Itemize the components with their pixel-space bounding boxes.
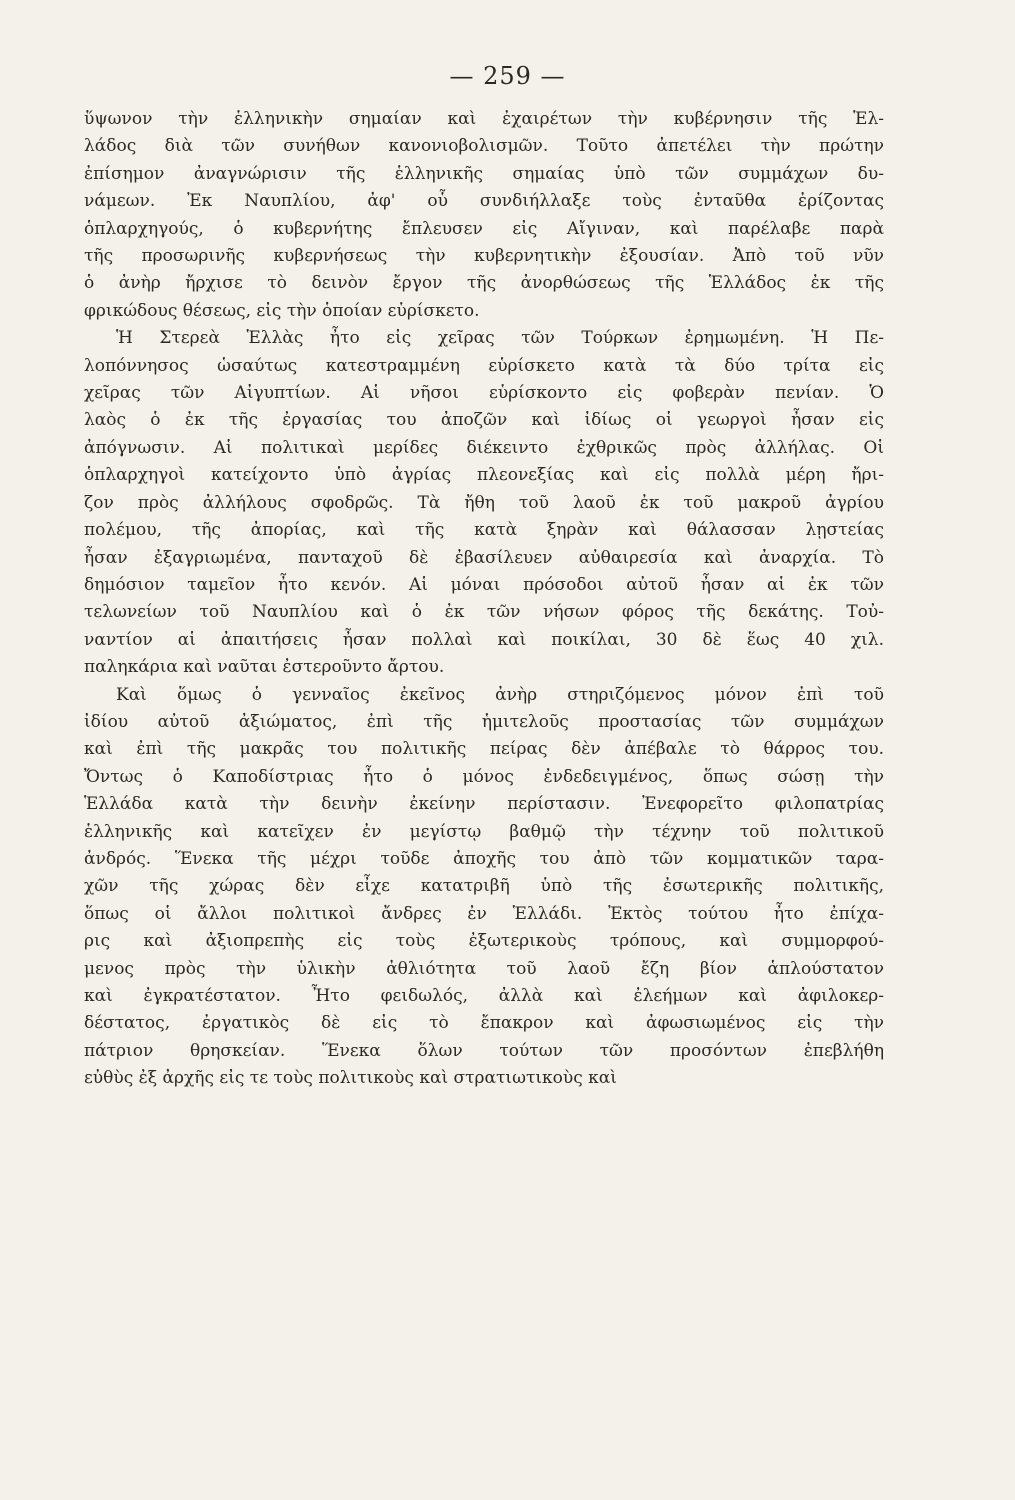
text-line: τελωνείων τοῦ Ναυπλίου καὶ ὁ ἐκ τῶν νήσων φόρος τῆς δεκάτης. Τοὐ- (84, 602, 884, 623)
text-line: λαὸς ὁ ἐκ τῆς ἐργασίας του ἀποζῶν καὶ ἰδίως οἱ γεωργοὶ ἦσαν εἰς (84, 410, 884, 431)
text-line: τῆς προσωρινῆς κυβερνήσεως τὴν κυβερνητικὴν ἐξουσίαν. Ἀπὸ τοῦ νῦν (84, 246, 884, 267)
text-line: λοπόννησος ὡσαύτως κατεστραμμένη εὑρίσκετο κατὰ τὰ δύο τρίτα εἰς (84, 355, 884, 376)
text-line: Καὶ ὅμως ὁ γενναῖος ἐκεῖνος ἀνὴρ στηριζόμενος μόνον ἐπὶ τοῦ (116, 684, 884, 705)
text-line: ἀνδρός. Ἕνεκα τῆς μέχρι τοῦδε ἀποχῆς του ἀπὸ τῶν κομματικῶν ταρα- (84, 848, 884, 869)
text-line: ὁπλαρχηγοὶ κατείχοντο ὑπὸ ἀγρίας πλεονεξίας καὶ εἰς πολλὰ μέρη ἤρι- (84, 465, 884, 486)
text-line: χῶν τῆς χώρας δὲν εἶχε κατατριβῆ ὑπὸ τῆς ἐσωτερικῆς πολιτικῆς, (84, 876, 884, 897)
text-line: καὶ ἐγκρατέστατον. Ἦτο φειδωλός, ἀλλὰ καὶ ἐλεήμων καὶ ἀφιλοκερ- (84, 986, 884, 1006)
text-line: πάτριον θρησκείαν. Ἕνεκα ὅλων τούτων τῶν προσόντων ἐπεβλήθη (84, 1040, 884, 1061)
text-line: μενος πρὸς τὴν ὑλικὴν ἀθλιότητα τοῦ λαοῦ ἔζη βίον ἁπλούστατον (84, 958, 884, 979)
page-number: — 259 — (449, 62, 566, 90)
text-line: καὶ ἐπὶ τῆς μακρᾶς του πολιτικῆς πείρας δὲν ἀπέβαλε τὸ θάρρος του. (84, 739, 884, 760)
text-line: ὁπλαρχηγούς, ὁ κυβερνήτης ἔπλευσεν εἰς Αἴγιναν, καὶ παρέλαβε παρὰ (84, 218, 884, 239)
paragraph (84, 682, 884, 1093)
text-line: ἑλληνικῆς καὶ κατεῖχεν ἐν μεγίστῳ βαθμῷ τὴν τέχνην τοῦ πολιτικοῦ (84, 821, 884, 842)
text-line: ἀπόγνωσιν. Αἱ πολιτικαὶ μερίδες διέκειντο ἐχθρικῶς πρὸς ἀλλήλας. Οἱ (84, 437, 884, 458)
text-line: πολέμου, τῆς ἀπορίας, καὶ τῆς κατὰ ξηρὰν καὶ θάλασσαν λῃστείας (84, 520, 884, 541)
text-line: ἰδίου αὐτοῦ ἀξιώματος, ἐπὶ τῆς ἡμιτελοῦς προστασίας τῶν συμμάχων (84, 711, 884, 732)
text-line: ζον πρὸς ἀλλήλους σφοδρῶς. Τὰ ἤθη τοῦ λαοῦ ἐκ τοῦ μακροῦ ἀγρίου (84, 492, 884, 513)
body-text (84, 106, 884, 1093)
text-line: Ὄντως ὁ Καποδίστριας ἦτο ὁ μόνος ἐνδεδειγμένος, ὅπως σώσῃ τὴν (84, 766, 884, 787)
text-line: ρις καὶ ἀξιοπρεπὴς εἰς τοὺς ἐξωτερικοὺς τρόπους, καὶ συμμορφού- (84, 931, 884, 952)
text-line: νάμεων. Ἐκ Ναυπλίου, ἀφ' οὗ συνδιήλλαξε τοὺς ἐνταῦθα ἐρίζοντας (84, 191, 884, 212)
paragraph (84, 106, 884, 325)
text-line: εὐθὺς ἐξ ἀρχῆς εἰς τε τοὺς πολιτικοὺς καὶ στρατιωτικοὺς καὶ (84, 1068, 617, 1089)
text-line: χεῖρας τῶν Αἰγυπτίων. Αἱ νῆσοι εὑρίσκοντο εἰς φοβερὰν πενίαν. Ὁ (84, 383, 884, 404)
text-line: Ἡ Στερεὰ Ἑλλὰς ἦτο εἰς χεῖρας τῶν Τούρκων ἐρημωμένη. Ἡ Πε- (116, 328, 884, 349)
text-line: δημόσιον ταμεῖον ἦτο κενόν. Αἱ μόναι πρόσοδοι αὐτοῦ ἦσαν αἱ ἐκ τῶν (84, 574, 884, 595)
text-line: ὁ ἀνὴρ ἤρχισε τὸ δεινὸν ἔργον τῆς ἀνορθώσεως τῆς Ἑλλάδος ἐκ τῆς (84, 273, 884, 294)
text-line: παληκάρια καὶ ναῦται ἐστεροῦντο ἄρτου. (84, 657, 445, 678)
text-line: δέστατος, ἐργατικὸς δὲ εἰς τὸ ἔπακρον καὶ ἀφωσιωμένος εἰς τὴν (84, 1013, 884, 1034)
text-line: ὕψωνον τὴν ἑλληνικὴν σημαίαν καὶ ἐχαιρέτων τὴν κυβέρνησιν τῆς Ἑλ- (84, 109, 884, 129)
text-line: λάδος διὰ τῶν συνήθων κανονιοβολισμῶν. Τοῦτο ἀπετέλει τὴν πρώτην (84, 136, 884, 157)
text-line: Ἑλλάδα κατὰ τὴν δεινὴν ἐκείνην περίστασιν. Ἐνεφορεῖτο φιλοπατρίας (84, 794, 884, 815)
text-line: φρικώδους θέσεως, εἰς τὴν ὁποίαν εὑρίσκετο. (84, 300, 480, 321)
text-line: ναντίον αἱ ἀπαιτήσεις ἦσαν πολλαὶ καὶ ποικίλαι, 30 δὲ ἕως 40 χιλ. (84, 629, 884, 650)
paragraph (84, 325, 884, 681)
text-line: ἦσαν ἐξαγριωμένα, πανταχοῦ δὲ ἐβασίλευεν αὐθαιρεσία καὶ ἀναρχία. Τὸ (84, 547, 884, 568)
text-line: ὅπως οἱ ἄλλοι πολιτικοὶ ἄνδρες ἐν Ἑλλάδι. Ἐκτὸς τούτου ἦτο ἐπίχα- (84, 903, 884, 924)
text-line: ἐπίσημον ἀναγνώρισιν τῆς ἑλληνικῆς σημαίας ὑπὸ τῶν συμμάχων δυ- (84, 163, 884, 184)
